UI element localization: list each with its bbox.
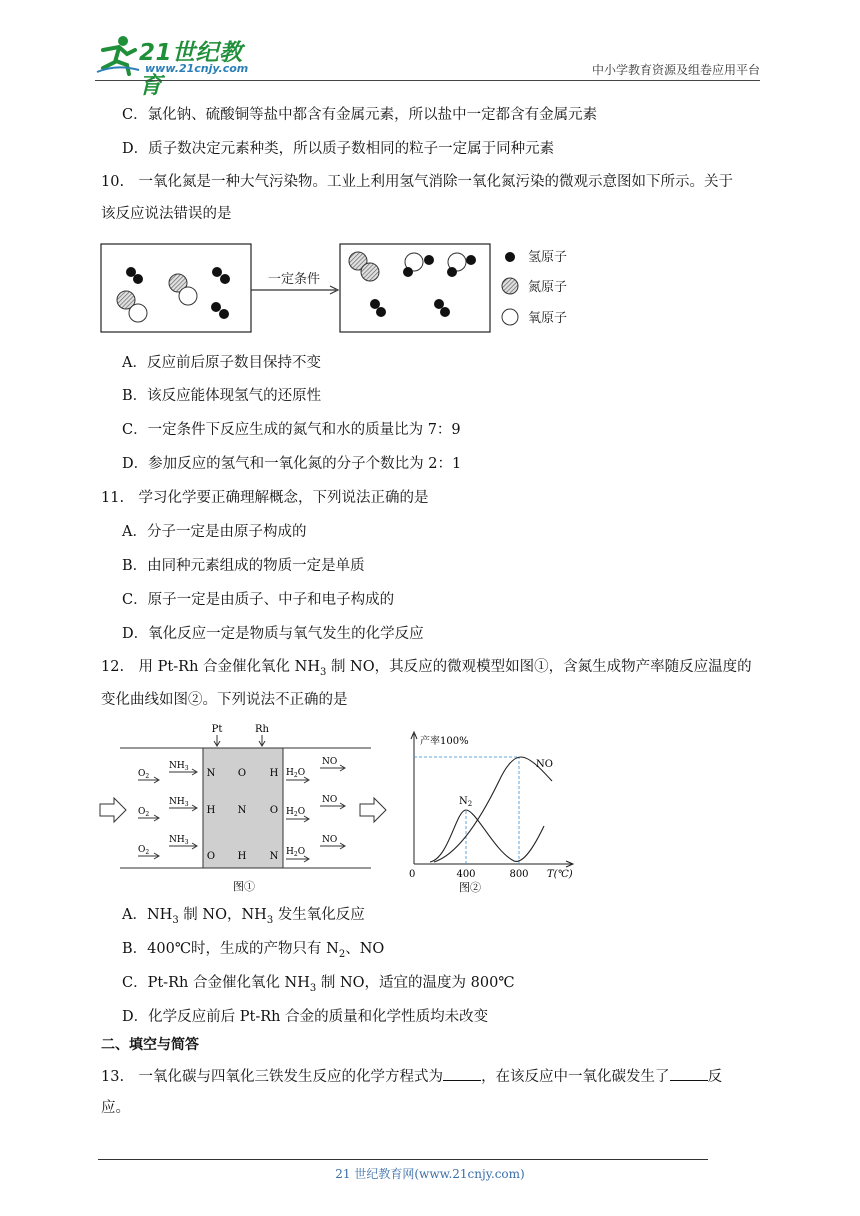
q11-stem: 11. 学习化学要正确理解概念，下列说法正确的是 — [101, 490, 429, 506]
q12-figure-2 — [404, 726, 584, 894]
svg-text:O2: $O_2$ — [138, 807, 150, 818]
q13-stem-line1: 13. 一氧化碳与四氧化三铁发生反应的化学方程式为 ，在该反应中一氧化碳发生了 反 — [101, 1065, 722, 1087]
inlet-arrow-icon — [100, 798, 126, 822]
svg-text:NH3: $NH_3$ — [169, 761, 189, 772]
q12-stem-line1: 12. 用 Pt-Rh 合金催化氧化 $NH_3$ 制 NO，其反应的微观模型如图①，含氮生成物产率随反应温度的 — [101, 659, 752, 678]
q12-option-a: A．$NH_3$ 制 NO，$NH_3$ 发生氧化反应 — [122, 907, 365, 926]
q11-option-c: C．原子一定是由质子、中子和电子构成的 — [122, 592, 395, 608]
svg-text:O: O — [237, 768, 247, 779]
q11-option-a: A．分子一定是由原子构成的 — [122, 524, 307, 540]
svg-text:N: N — [206, 768, 216, 779]
q11-option-b: B．由同种元素组成的物质一定是单质 — [122, 558, 365, 574]
q11-option-d: D．氧化反应一定是物质与氧气发生的化学反应 — [122, 626, 424, 642]
legend-oxygen: 氧原子 — [528, 311, 568, 326]
rh-label: Rh — [255, 724, 269, 735]
nitrogen-legend-icon — [502, 278, 518, 294]
svg-text:O: O — [269, 805, 279, 816]
runner-logo-icon — [95, 34, 141, 76]
header-divider — [95, 80, 760, 81]
page-footer[interactable]: 21 世纪教育网(www.21cnjy.com) — [335, 1167, 525, 1181]
q10-option-c: C．一定条件下反应生成的氮气和水的质量比为 7：9 — [122, 422, 461, 438]
svg-text:O2: $O_2$ — [138, 769, 150, 780]
svg-text:NO: NO — [322, 757, 338, 767]
svg-text:NO: NO — [322, 795, 338, 805]
svg-text:H: H — [269, 768, 279, 779]
q10-option-a: A．反应前后原子数目保持不变 — [122, 355, 321, 371]
page-header — [95, 32, 760, 99]
outlet-species — [286, 757, 345, 862]
q9-option-c: C．氯化钠、硫酸铜等盐中都含有金属元素，所以盐中一定都含有金属元素 — [122, 107, 598, 123]
oxygen-legend-icon — [502, 309, 518, 325]
footer-divider — [98, 1159, 708, 1160]
svg-text:H2O: $H_2O$ — [286, 807, 306, 818]
tick-0: 0 — [409, 869, 416, 880]
section-heading: 二、填空与简答 — [101, 1037, 199, 1053]
q12-option-c: C．Pt-Rh 合金催化氧化 $NH_3$ 制 NO，适宜的温度为 800℃ — [122, 975, 515, 994]
figure-2-caption: 图② — [459, 881, 481, 894]
no-curve — [434, 757, 552, 862]
no-curve-label: NO — [536, 759, 553, 770]
n2-curve-label: $N_2$ — [459, 796, 473, 808]
legend-nitrogen: 氮原子 — [528, 280, 568, 295]
platform-title: 中小学教育资源及组卷应用平台 — [591, 63, 760, 77]
q9-option-d: D．质子数决定元素种类，所以质子数相同的粒子一定属于同种元素 — [122, 141, 555, 157]
q10-micro-diagram — [100, 240, 590, 335]
q10-option-d: D．参加反应的氢气和一氧化氮的分子个数比为 2：1 — [122, 456, 462, 472]
q12-option-b: B．400℃时，生成的产物只有 $N_2$、NO — [122, 941, 385, 960]
svg-text:N: N — [269, 851, 279, 862]
site-logo — [95, 32, 265, 99]
q10-option-b: B．该反应能体现氢气的还原性 — [122, 388, 322, 404]
q10-stem-line1: 10. 一氧化氮是一种大气污染物。工业上利用氢气消除一氧化氮污染的微观示意图如下所示。关于 — [101, 174, 734, 190]
condition-label: 一定条件 — [267, 272, 321, 287]
tick-800: 800 — [509, 869, 529, 880]
svg-text:O: O — [206, 851, 216, 862]
svg-text:N: N — [237, 805, 247, 816]
hydrogen-legend-icon — [505, 252, 515, 262]
legend-hydrogen: 氢原子 — [528, 250, 568, 265]
tick-400: 400 — [456, 869, 476, 880]
x-axis-label: T(℃) — [547, 869, 573, 880]
q10-stem-line2: 该反应说法错误的是 — [101, 206, 232, 222]
logo-brand: 21世纪教育 — [139, 40, 243, 99]
outlet-arrow-icon — [360, 798, 386, 822]
answer-blank-2[interactable] — [670, 1065, 708, 1081]
q12-figure-1 — [96, 718, 391, 896]
q12-option-d: D．化学反应前后 Pt-Rh 合金的质量和化学性质均未改变 — [122, 1009, 489, 1025]
logo-url: www.21cnjy.com — [145, 62, 249, 75]
pt-label: Pt — [211, 724, 223, 735]
figure-1-caption: 图① — [233, 880, 255, 893]
svg-text:H: H — [206, 805, 216, 816]
answer-blank-1[interactable] — [443, 1065, 481, 1081]
svg-text:NO: NO — [322, 835, 338, 845]
q12-stem-line2: 变化曲线如图②。下列说法不正确的是 — [101, 692, 348, 708]
q13-stem-line2: 应。 — [101, 1100, 130, 1116]
inlet-species — [138, 761, 197, 859]
svg-text:NH3: $NH_3$ — [169, 835, 189, 846]
svg-text:O2: $O_2$ — [138, 845, 150, 856]
svg-text:H: H — [237, 851, 247, 862]
svg-text:H2O: $H_2O$ — [286, 768, 306, 779]
svg-text:H2O: $H_2O$ — [286, 847, 306, 858]
svg-text:NH3: $NH_3$ — [169, 797, 189, 808]
n2-curve — [430, 810, 544, 862]
y-axis-label: 产率100% — [420, 736, 469, 747]
